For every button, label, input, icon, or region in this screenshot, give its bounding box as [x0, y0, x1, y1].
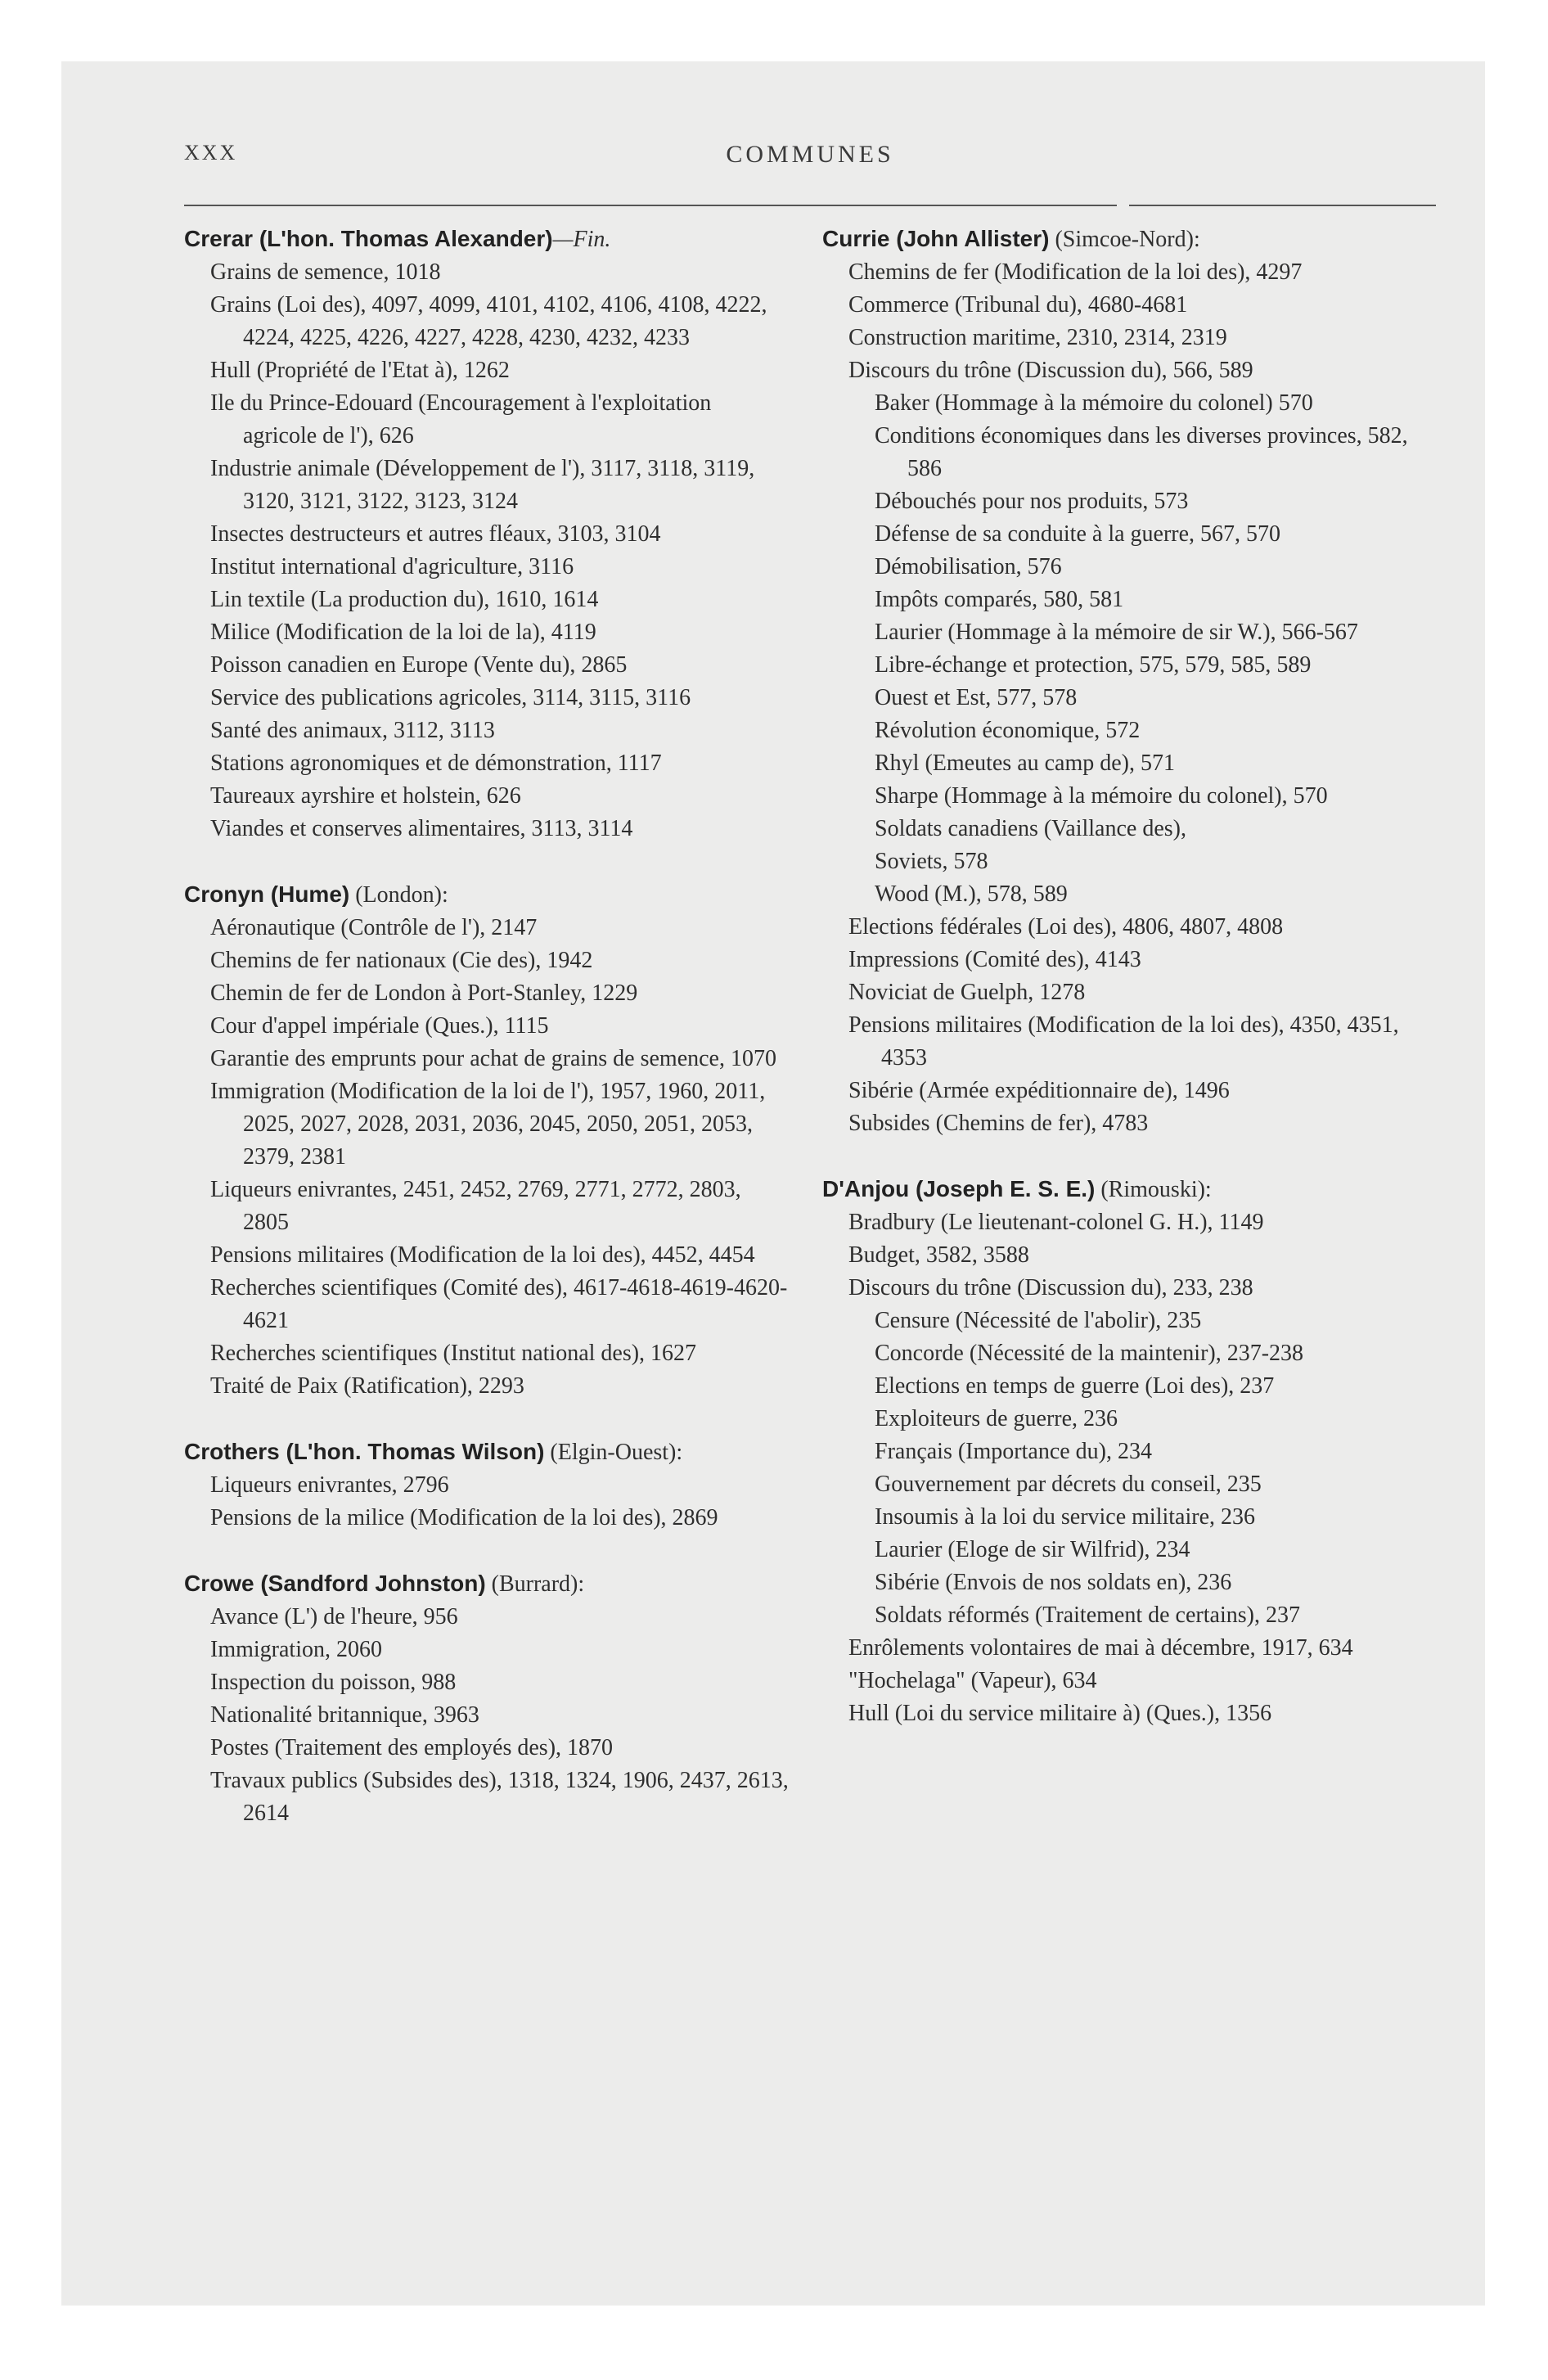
entry-heading — [184, 878, 790, 912]
index-item: Viandes et conserves alimentaires, 3113, 3114 — [210, 816, 633, 841]
index-entry — [822, 223, 1444, 1140]
index-item: Taureaux ayrshire et holstein, 626 — [210, 783, 521, 809]
index-item: Budget, 3582, 3588 — [848, 1242, 1029, 1268]
index-item: Inspection du poisson, 988 — [210, 1670, 457, 1695]
index-item: Chemins de fer nationaux (Cie des), 1942 — [210, 948, 593, 973]
index-item: Poisson canadien en Europe (Vente du), 2865 — [210, 652, 628, 678]
index-entry — [184, 223, 790, 845]
index-item: Liqueurs enivrantes, 2451, 2452, 2769, 2771, 2772, 2803, 2805 — [210, 1177, 741, 1235]
index-subitem: Soldats réformés (Traitement de certains), 237 — [875, 1602, 1300, 1628]
index-item: Chemin de fer de London à Port-Stanley, 1229 — [210, 980, 638, 1006]
index-subitem: Exploiteurs de guerre, 236 — [875, 1406, 1118, 1431]
index-subitem: Laurier (Eloge de sir Wilfrid), 234 — [875, 1537, 1190, 1562]
riding-name: (Burrard): — [491, 1571, 585, 1597]
index-item: Subsides (Chemins de fer), 4783 — [848, 1111, 1149, 1136]
index-subitem: Sharpe (Hommage à la mémoire du colonel), 570 — [875, 783, 1328, 809]
index-item: Traité de Paix (Ratification), 2293 — [210, 1373, 524, 1399]
index-item: Institut international d'agriculture, 3116 — [210, 554, 574, 579]
member-name: Crowe (Sandford Johnston) — [184, 1571, 486, 1596]
index-subitem: Libre-échange et protection, 575, 579, 585, 589 — [875, 652, 1312, 678]
left-column — [184, 223, 790, 1863]
index-item: Garantie des emprunts pour achat de grains de semence, 1070 — [210, 1046, 776, 1071]
index-item: Sibérie (Armée expéditionnaire de), 1496 — [848, 1078, 1230, 1103]
riding-name: (London): — [355, 882, 448, 908]
index-subitem: Démobilisation, 576 — [875, 554, 1062, 579]
index-item: Immigration (Modification de la loi de l'), 1957, 1960, 2011, 2025, 2027, 2028, 2031, 2036, 2045, 2050, 2051, 2053, 2379, 2381 — [210, 1079, 766, 1170]
index-item: Stations agronomiques et de démonstration, 1117 — [210, 751, 662, 776]
index-subitem: Révolution économique, 572 — [875, 718, 1141, 743]
index-subitem: Impôts comparés, 580, 581 — [875, 587, 1124, 612]
riding-name: (Rimouski): — [1100, 1177, 1212, 1202]
index-item: Construction maritime, 2310, 2314, 2319 — [848, 325, 1227, 350]
continuation-mark: —Fin. — [552, 227, 611, 252]
index-item: "Hochelaga" (Vapeur), 634 — [848, 1668, 1097, 1693]
page-title: COMMUNES — [726, 141, 894, 168]
member-name: Crothers (L'hon. Thomas Wilson) — [184, 1439, 545, 1464]
index-entry — [184, 1567, 790, 1830]
index-subitem: Laurier (Hommage à la mémoire de sir W.), 566-567 — [875, 620, 1358, 645]
index-subitem: Débouchés pour nos produits, 573 — [875, 489, 1189, 514]
index-item: Discours du trône (Discussion du), 566, 589 — [848, 358, 1253, 383]
index-item: Elections fédérales (Loi des), 4806, 4807, 4808 — [848, 914, 1284, 940]
entry-heading — [822, 223, 1444, 256]
header-rule-right — [1129, 205, 1436, 206]
index-item: Avance (L') de l'heure, 956 — [210, 1604, 458, 1629]
entry-heading — [184, 223, 790, 256]
index-item: Chemins de fer (Modification de la loi des), 4297 — [848, 259, 1303, 285]
member-name: Crerar (L'hon. Thomas Alexander) — [184, 226, 553, 251]
index-subitem: Sibérie (Envois de nos soldats en), 236 — [875, 1570, 1232, 1595]
index-subitem: Rhyl (Emeutes au camp de), 571 — [875, 751, 1176, 776]
index-item: Grains (Loi des), 4097, 4099, 4101, 4102, 4106, 4108, 4222, 4224, 4225, 4226, 4227, 4228, 4230, 4232, 4233 — [210, 292, 767, 350]
member-name: Currie (John Allister) — [822, 226, 1050, 251]
member-name: D'Anjou (Joseph E. S. E.) — [822, 1176, 1096, 1201]
index-item: Commerce (Tribunal du), 4680-4681 — [848, 292, 1188, 318]
entry-heading — [184, 1436, 790, 1469]
index-entry — [184, 1436, 790, 1535]
index-item: Cour d'appel impériale (Ques.), 1115 — [210, 1013, 549, 1039]
entry-heading — [822, 1173, 1444, 1206]
index-item: Recherches scientifiques (Institut national des), 1627 — [210, 1341, 697, 1366]
index-item: Noviciat de Guelph, 1278 — [848, 980, 1086, 1005]
index-item: Hull (Loi du service militaire à) (Ques.), 1356 — [848, 1701, 1272, 1726]
index-item: Aéronautique (Contrôle de l'), 2147 — [210, 915, 538, 940]
index-item: Postes (Traitement des employés des), 1870 — [210, 1735, 614, 1760]
index-item: Immigration, 2060 — [210, 1637, 382, 1662]
index-item: Santé des animaux, 3112, 3113 — [210, 718, 495, 743]
index-item: Insectes destructeurs et autres fléaux, 3103, 3104 — [210, 521, 661, 547]
index-item: Discours du trône (Discussion du), 233, 238 — [848, 1275, 1253, 1300]
index-subitem: Concorde (Nécessité de la maintenir), 237-238 — [875, 1341, 1304, 1366]
index-item: Service des publications agricoles, 3114, 3115, 3116 — [210, 685, 691, 710]
index-subitem: Censure (Nécessité de l'abolir), 235 — [875, 1308, 1202, 1333]
index-item: Milice (Modification de la loi de la), 4119 — [210, 620, 596, 645]
index-subitem: Insoumis à la loi du service militaire, 236 — [875, 1504, 1256, 1530]
index-item: Lin textile (La production du), 1610, 1614 — [210, 587, 599, 612]
entry-heading — [184, 1567, 790, 1601]
member-name: Cronyn (Hume) — [184, 881, 350, 907]
index-entry — [822, 1173, 1444, 1730]
header-rule-left — [184, 205, 1117, 206]
index-subitem: Ouest et Est, 577, 578 — [875, 685, 1078, 710]
index-item: Hull (Propriété de l'Etat à), 1262 — [210, 358, 510, 383]
index-item: Enrôlements volontaires de mai à décembre, 1917, 634 — [848, 1635, 1353, 1661]
riding-name: (Elgin-Ouest): — [550, 1440, 683, 1465]
index-item: Recherches scientifiques (Comité des), 4617-4618-4619-4620-4621 — [210, 1275, 788, 1333]
index-item: Impressions (Comité des), 4143 — [848, 947, 1141, 972]
index-item: Pensions militaires (Modification de la loi des), 4452, 4454 — [210, 1242, 755, 1268]
index-entry — [184, 878, 790, 1403]
right-column — [822, 223, 1444, 1763]
index-subitem: Wood (M.), 578, 589 — [875, 881, 1068, 907]
index-item: Nationalité britannique, 3963 — [210, 1702, 479, 1728]
index-subitem: Elections en temps de guerre (Loi des), 237 — [875, 1373, 1275, 1399]
riding-name: (Simcoe-Nord): — [1055, 227, 1200, 252]
page-number: XXX — [184, 141, 238, 165]
index-subitem: Gouvernement par décrets du conseil, 235 — [875, 1472, 1262, 1497]
index-item: Liqueurs enivrantes, 2796 — [210, 1472, 449, 1498]
index-subitem: Soviets, 578 — [875, 849, 988, 874]
index-subitem: Conditions économiques dans les diverses provinces, 582, 586 — [875, 423, 1408, 481]
index-item: Grains de semence, 1018 — [210, 259, 441, 285]
index-item: Travaux publics (Subsides des), 1318, 1324, 1906, 2437, 2613, 2614 — [210, 1768, 789, 1826]
page-header — [184, 141, 1436, 174]
index-item: Bradbury (Le lieutenant-colonel G. H.), 1149 — [848, 1210, 1264, 1235]
index-subitem: Défense de sa conduite à la guerre, 567, 570 — [875, 521, 1281, 547]
index-item: Pensions de la milice (Modification de la loi des), 2869 — [210, 1505, 718, 1530]
index-item: Industrie animale (Développement de l'), 3117, 3118, 3119, 3120, 3121, 3122, 3123, 3124 — [210, 456, 755, 514]
index-subitem: Soldats canadiens (Vaillance des), — [875, 816, 1186, 841]
index-item: Pensions militaires (Modification de la loi des), 4350, 4351, 4353 — [848, 1012, 1399, 1071]
index-item: Ile du Prince-Edouard (Encouragement à l'exploitation agricole de l'), 626 — [210, 390, 712, 449]
index-subitem: Baker (Hommage à la mémoire du colonel) 570 — [875, 390, 1313, 416]
index-subitem: Français (Importance du), 234 — [875, 1439, 1152, 1464]
